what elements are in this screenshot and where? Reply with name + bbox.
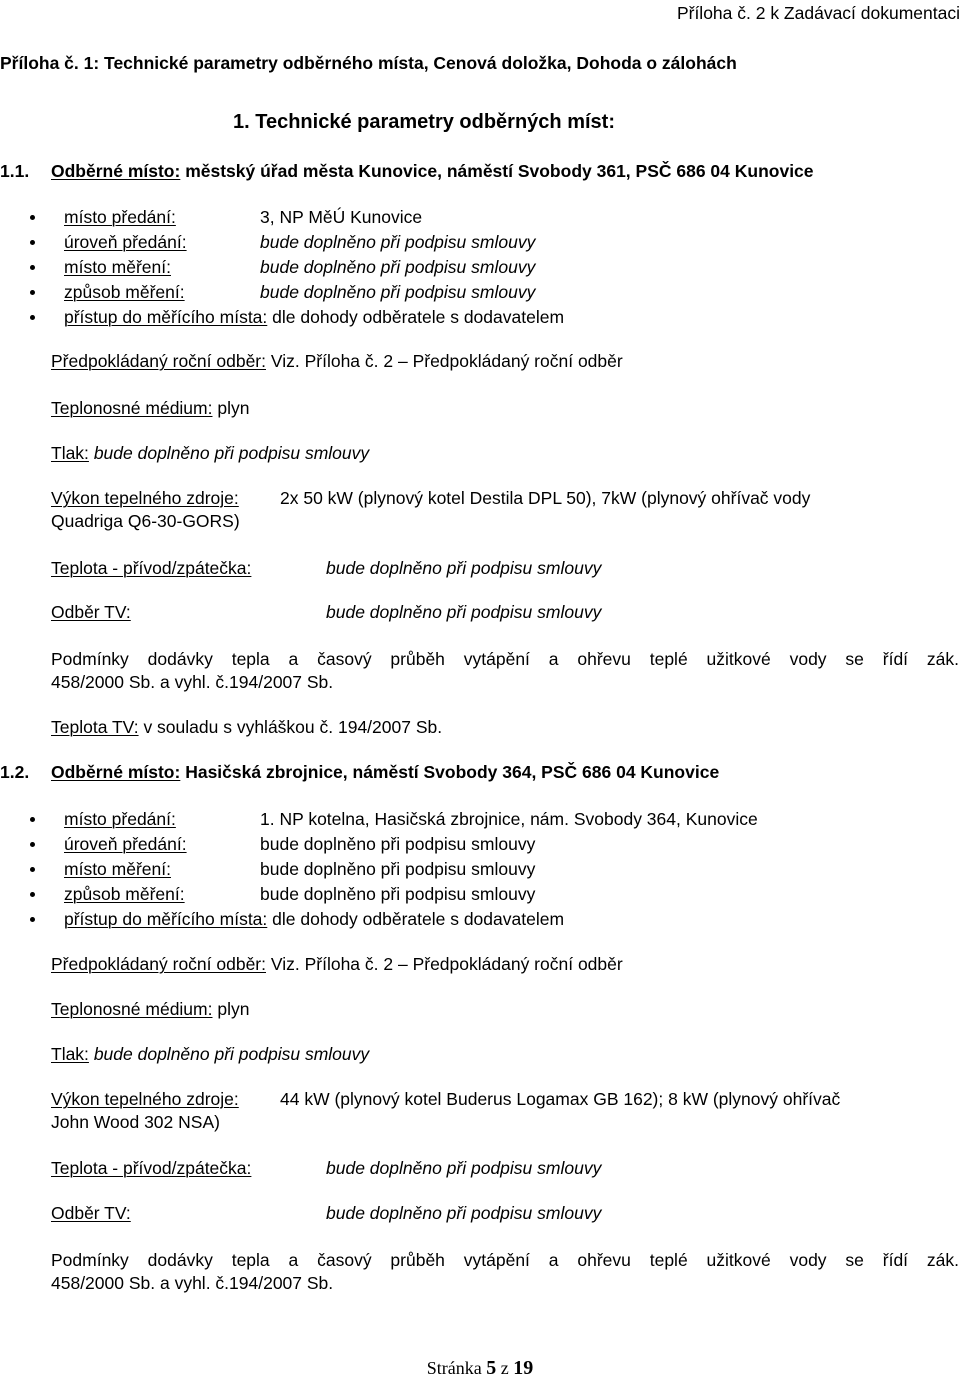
site-2-temp-value: bude doplněno při podpisu smlouvy — [326, 1158, 602, 1178]
site-2-item-label: způsob měření: — [64, 884, 185, 904]
site-1-pressure: Tlak: bude doplněno při podpisu smlouvy — [51, 443, 370, 463]
site-1-power-label: Výkon tepelného zdroje: — [51, 488, 239, 508]
site-1-heading — [51, 160, 814, 182]
site-2-item-label: místo předání: — [64, 809, 176, 829]
site-2-conditions-cont: 458/2000 Sb. a vyhl. č.194/2007 Sb. — [51, 1273, 334, 1293]
site-1-power-value-cont: Quadriga Q6-30-GORS) — [51, 511, 240, 531]
site-1-heading-name: městský úřad města Kunovice, náměstí Svobody 361, PSČ 686 04 Kunovice — [185, 161, 814, 181]
site-1-tv-value: bude doplněno při podpisu smlouvy — [326, 602, 602, 622]
site-2-medium: Teplonosné médium: plyn — [51, 999, 250, 1019]
site-2-conditions: Podmínky dodávky tepla a časový průběh vytápění a ohřevu teplé užitkové vody se řídí zák. — [51, 1250, 959, 1270]
bullet — [30, 215, 35, 220]
site-1-conditions-cont: 458/2000 Sb. a vyhl. č.194/2007 Sb. — [51, 672, 334, 692]
bullet — [30, 817, 35, 822]
site-1-power-value: 2x 50 kW (plynový kotel Destila DPL 50), 7kW (plynový ohřívač vody — [280, 488, 811, 508]
site-1-medium: Teplonosné médium: plyn — [51, 398, 250, 418]
site-1-item-label: úroveň předání: — [64, 232, 187, 252]
site-2-temp-label: Teplota - přívod/zpátečka: — [51, 1158, 252, 1178]
site-1-item-row: přístup do měřícího místa: dle dohody odběratele s dodavatelem — [64, 307, 565, 327]
site-1-temp-value: bude doplněno při podpisu smlouvy — [326, 558, 602, 578]
site-1-item-label: způsob měření: — [64, 282, 185, 302]
section-title: 1. Technické parametry odběrných míst: — [233, 111, 615, 133]
page-footer: Stránka 5 z 19 — [426, 1357, 534, 1379]
site-2-power-value: 44 kW (plynový kotel Buderus Logamax GB 162); 8 kW (plynový ohřívač — [280, 1089, 841, 1109]
bullet — [30, 315, 35, 320]
site-2-item-value: bude doplněno při podpisu smlouvy — [260, 884, 536, 904]
site-2-item-value: 1. NP kotelna, Hasičská zbrojnice, nám. Svobody 364, Kunovice — [260, 809, 758, 829]
bullet — [30, 290, 35, 295]
site-1-item-value: bude doplněno při podpisu smlouvy — [260, 282, 536, 302]
bullet — [30, 892, 35, 897]
site-2-power-value-cont: John Wood 302 NSA) — [51, 1112, 220, 1132]
bullet — [30, 240, 35, 245]
site-1-item-value: bude doplněno při podpisu smlouvy — [260, 257, 536, 277]
bullet — [30, 265, 35, 270]
site-1-tv-label: Odběr TV: — [51, 602, 131, 622]
site-1-heading-label: Odběrné místo: — [51, 161, 181, 181]
site-1-item-label: místo předání: — [64, 207, 176, 227]
site-2-pressure: Tlak: bude doplněno při podpisu smlouvy — [51, 1044, 370, 1064]
site-1-number: 1.1. — [0, 161, 30, 181]
site-2-power-label: Výkon tepelného zdroje: — [51, 1089, 239, 1109]
site-1-item-label: místo měření: — [64, 257, 171, 277]
site-1-temp-label: Teplota - přívod/zpátečka: — [51, 558, 252, 578]
site-2-item-value: bude doplněno při podpisu smlouvy — [260, 859, 536, 879]
header-right: Příloha č. 2 k Zadávací dokumentaci — [676, 3, 960, 23]
bullet — [30, 842, 35, 847]
site-2-consumption: Předpokládaný roční odběr: Viz. Příloha č. 2 – Předpokládaný roční odběr — [51, 954, 623, 974]
site-1-conditions: Podmínky dodávky tepla a časový průběh vytápění a ohřevu teplé užitkové vody se řídí zák. — [51, 649, 959, 669]
site-1-consumption: Předpokládaný roční odběr: Viz. Příloha č. 2 – Předpokládaný roční odběr — [51, 351, 623, 371]
site-2-tv-label: Odběr TV: — [51, 1203, 131, 1223]
site-1-item-value: bude doplněno při podpisu smlouvy — [260, 232, 536, 252]
site-2-item-label: úroveň předání: — [64, 834, 187, 854]
bullet — [30, 867, 35, 872]
site-2-tv-value: bude doplněno při podpisu smlouvy — [326, 1203, 602, 1223]
site-2-heading-name: Hasičská zbrojnice, náměstí Svobody 364, PSČ 686 04 Kunovice — [185, 762, 720, 782]
site-2-heading-label: Odběrné místo: — [51, 762, 181, 782]
bullet — [30, 917, 35, 922]
site-1-item-value: 3, NP MěÚ Kunovice — [260, 207, 423, 227]
site-2-item-value: bude doplněno při podpisu smlouvy — [260, 834, 536, 854]
site-2-number: 1.2. — [0, 762, 30, 782]
site-2-heading — [51, 761, 719, 783]
site-2-item-label: místo měření: — [64, 859, 171, 879]
site-2-item-row: přístup do měřícího místa: dle dohody odběratele s dodavatelem — [64, 909, 565, 929]
document-title: Příloha č. 1: Technické parametry odběrného místa, Cenová doložka, Dohoda o zálohách — [0, 53, 737, 73]
site-1-tv-temp: Teplota TV: v souladu s vyhláškou č. 194/2007 Sb. — [51, 717, 443, 737]
